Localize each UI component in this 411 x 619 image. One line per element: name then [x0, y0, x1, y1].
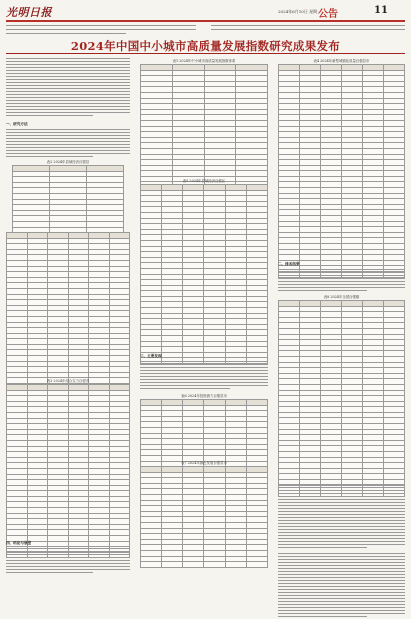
- text-line: [6, 132, 130, 133]
- text-line: [278, 616, 367, 617]
- body-text: [6, 129, 130, 159]
- text-line: [6, 566, 130, 567]
- text-line: [278, 562, 405, 563]
- text-line: [6, 109, 130, 110]
- text-line: [278, 505, 405, 506]
- text-line: [6, 106, 130, 107]
- text-line: [6, 150, 130, 151]
- text-line: [278, 565, 405, 566]
- text-line: [278, 592, 405, 593]
- text-line: [6, 88, 130, 89]
- text-line: [140, 382, 268, 383]
- data-table: [140, 466, 268, 568]
- table-cell: [162, 562, 183, 568]
- table-caption: 表6 2024年投资潜力百强县市: [181, 394, 227, 398]
- column-middle: [140, 58, 268, 578]
- headline-rule: [6, 53, 405, 54]
- text-line: [140, 373, 268, 374]
- section-heading: 二、排名结果: [278, 262, 300, 266]
- text-line: [6, 557, 130, 558]
- body-text: [278, 484, 405, 550]
- data-table: [6, 232, 130, 395]
- text-line: [6, 147, 130, 148]
- table-cell: [225, 562, 246, 568]
- table-row: [141, 562, 268, 568]
- text-line: [6, 144, 130, 145]
- table-caption: 表7 2024年绿色发展百强县市: [181, 461, 227, 465]
- data-table: [278, 64, 405, 278]
- text-line: [6, 58, 130, 59]
- text-line: [278, 598, 405, 599]
- body-text: [140, 361, 268, 391]
- text-line: [6, 103, 130, 104]
- notice-strip: [6, 22, 405, 36]
- text-line: [278, 484, 405, 485]
- table-cell: [183, 562, 204, 568]
- text-line: [6, 135, 130, 136]
- body-text: [278, 553, 405, 619]
- text-line: [278, 490, 405, 491]
- text-line: [6, 82, 130, 83]
- text-line: [6, 70, 130, 71]
- text-line: [140, 376, 268, 377]
- text-line: [6, 141, 130, 142]
- text-line: [278, 568, 405, 569]
- text-line: [140, 361, 268, 362]
- text-line: [6, 563, 130, 564]
- text-line: [278, 589, 405, 590]
- main-headline: 2024年中国中小城市高质量发展指数研究成果发布: [70, 39, 341, 53]
- table-caption: 表8 2024年全国百强镇: [323, 295, 360, 299]
- text-line: [278, 607, 405, 608]
- text-line: [6, 153, 130, 154]
- text-line: [278, 511, 405, 512]
- text-line: [278, 571, 405, 572]
- text-line: [6, 554, 130, 555]
- text-line: [278, 595, 405, 596]
- text-line: [278, 580, 405, 581]
- text-line: [6, 91, 130, 92]
- table-caption: 表1 2024年中小城市高质量发展指数体系: [172, 59, 236, 63]
- text-line: [278, 487, 405, 488]
- text-line: [278, 544, 405, 545]
- column-right: [278, 58, 405, 578]
- section-heading: 四、结论与展望: [6, 541, 32, 545]
- text-line: [278, 493, 405, 494]
- table-cell: [246, 562, 267, 568]
- text-line: [278, 496, 405, 497]
- text-line: [6, 112, 130, 113]
- text-line: [278, 517, 405, 518]
- text-line: [6, 569, 130, 570]
- text-line: [140, 370, 268, 371]
- text-line: [6, 129, 130, 130]
- text-line: [278, 499, 405, 500]
- text-line: [278, 275, 405, 276]
- text-line: [278, 574, 405, 575]
- text-line: [6, 138, 130, 139]
- text-line: [6, 67, 130, 68]
- text-line: [6, 156, 93, 157]
- text-line: [140, 379, 268, 380]
- text-line: [278, 604, 405, 605]
- text-line: [278, 610, 405, 611]
- text-line: [278, 532, 405, 533]
- text-line: [278, 559, 405, 560]
- text-line: [6, 115, 93, 116]
- page-number: 11: [374, 5, 388, 16]
- table-caption: 表5 2024年县域经济百强区: [182, 179, 226, 183]
- text-line: [6, 61, 130, 62]
- section-heading: 三、主要发现: [140, 354, 162, 358]
- text-line: [140, 364, 268, 365]
- text-line: [278, 538, 405, 539]
- text-line: [278, 529, 405, 530]
- table-caption: 表4 2024年新型城镇化质量百强县市: [313, 59, 370, 63]
- intro-text: [6, 58, 130, 118]
- text-line: [278, 508, 405, 509]
- text-line: [6, 551, 130, 552]
- text-line: [6, 548, 130, 549]
- table-caption: 表3 2024年综合实力百强市: [46, 379, 90, 383]
- text-line: [278, 601, 405, 602]
- text-line: [6, 79, 130, 80]
- text-line: [278, 281, 405, 282]
- text-line: [6, 94, 130, 95]
- text-line: [278, 290, 367, 291]
- masthead: [6, 4, 405, 20]
- text-line: [278, 284, 405, 285]
- data-table: [140, 184, 268, 364]
- text-line: [6, 64, 130, 65]
- data-table: [140, 399, 268, 467]
- text-line: [6, 572, 93, 573]
- text-line: [278, 553, 405, 554]
- text-line: [278, 272, 405, 273]
- data-table: [278, 300, 405, 497]
- table-caption: 表2 2024年县域经济百强县: [46, 160, 90, 164]
- text-line: [6, 85, 130, 86]
- data-table: [140, 64, 268, 188]
- text-line: [278, 535, 405, 536]
- text-line: [6, 73, 130, 74]
- text-line: [278, 613, 405, 614]
- table-cell: [141, 562, 162, 568]
- text-line: [278, 577, 405, 578]
- table-cell: [204, 562, 225, 568]
- text-line: [140, 385, 268, 386]
- body-text: [6, 548, 130, 575]
- text-line: [140, 388, 230, 389]
- text-line: [278, 514, 405, 515]
- text-line: [278, 556, 405, 557]
- newspaper-logo: 光明日报: [6, 6, 52, 19]
- text-line: [278, 583, 405, 584]
- text-line: [278, 541, 405, 542]
- text-line: [278, 502, 405, 503]
- text-line: [6, 97, 130, 98]
- text-line: [278, 526, 405, 527]
- text-line: [140, 367, 268, 368]
- section-heading: 一、研究方法: [6, 122, 28, 126]
- text-line: [278, 269, 405, 270]
- text-line: [6, 100, 130, 101]
- section-title: 公告: [318, 9, 338, 20]
- text-line: [6, 560, 130, 561]
- text-line: [278, 523, 405, 524]
- body-text: [278, 269, 405, 293]
- text-line: [278, 287, 405, 288]
- text-line: [278, 278, 405, 279]
- text-line: [278, 547, 367, 548]
- text-line: [6, 76, 130, 77]
- data-table: [6, 384, 130, 558]
- dateline: 2024年6月10日 星期一: [278, 9, 322, 14]
- text-line: [278, 520, 405, 521]
- column-left: [6, 58, 130, 578]
